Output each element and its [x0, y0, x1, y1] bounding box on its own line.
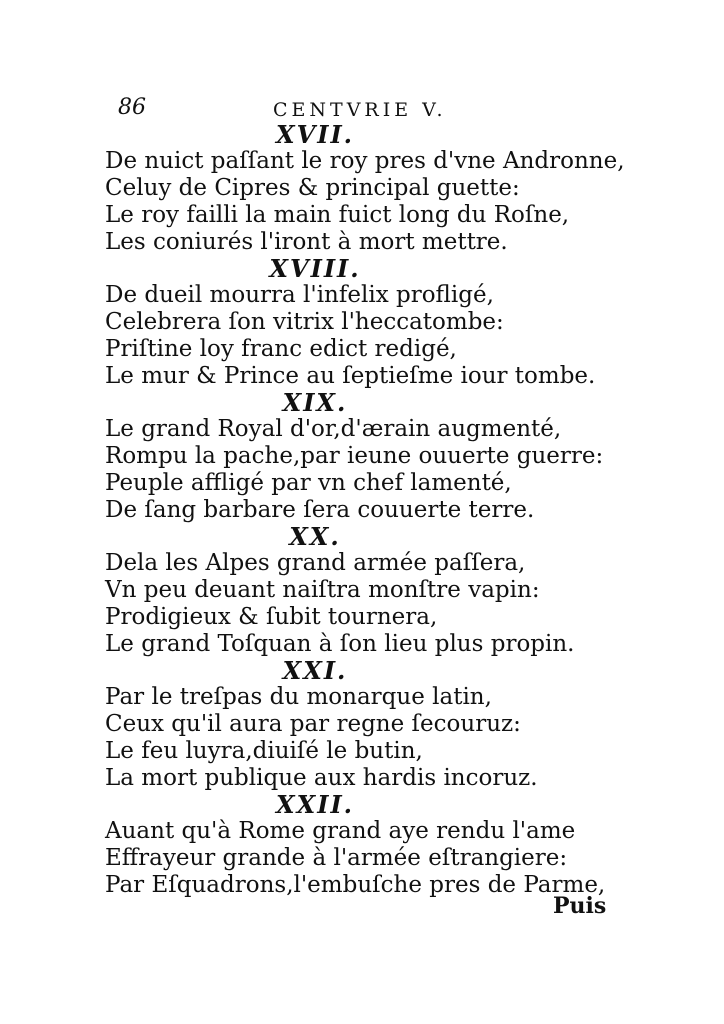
- verse-line: La mort publique aux hardis incoruz.: [105, 765, 538, 791]
- verse-line: Priſtine loy franc edict redigé,: [105, 336, 457, 362]
- quatrain-number: XVIII.: [269, 254, 361, 283]
- quatrain-text: [105, 122, 625, 899]
- verse-line: Celebrera ſon vitrix l'heccatombe:: [105, 309, 504, 335]
- verse-line: Rompu la pache,par ieune ouuerte guerre:: [105, 443, 604, 469]
- verse-line: Effrayeur grande à l'armée eſtrangiere:: [105, 845, 568, 871]
- page-number: 86: [118, 95, 146, 120]
- verse-line: De ſang barbare ſera couuerte terre.: [105, 497, 535, 523]
- verse-line: Le roy failli la main fuict long du Roſne,: [105, 202, 570, 228]
- verse-line: Dela les Alpes grand armée paſſera,: [105, 550, 526, 576]
- verse-line: De nuict paſſant le roy pres d'vne Andronne,: [105, 148, 625, 174]
- verse-line: Par le treſpas du monarque latin,: [105, 684, 492, 710]
- verse-line: Peuple affligé par vn chef lamenté,: [105, 470, 512, 496]
- verse-line: Ceux qu'il aura par regne ſecouruz:: [105, 711, 521, 737]
- verse-line: Celuy de Cipres & principal guette:: [105, 175, 520, 201]
- verse-line: Le grand Royal d'or,d'ærain augmenté,: [105, 416, 562, 442]
- running-title: CENTVRIE V.: [273, 99, 447, 121]
- verse-line: Le feu luyra,diuiſé le butin,: [105, 738, 423, 764]
- verse-line: Le grand Toſquan à ſon lieu plus propin.: [105, 631, 575, 657]
- quatrain-number: XXII.: [275, 790, 355, 819]
- verse-line: De dueil mourra l'infelix profligé,: [105, 282, 494, 308]
- quatrain-number: XXI.: [282, 656, 348, 685]
- verse-line: Prodigieux & ſubit tournera,: [105, 604, 438, 630]
- verse-line: Vn peu deuant naiſtra monſtre vapin:: [105, 577, 540, 603]
- verse-line: Le mur & Prince au ſeptieſme iour tombe.: [105, 363, 596, 389]
- verse-line: Les coniurés l'iront à mort mettre.: [105, 229, 508, 255]
- verse-line: Par Eſquadrons,l'embuſche pres de Parme,: [105, 872, 606, 898]
- catchword: Puis: [553, 893, 607, 919]
- quatrain-number: XVII.: [275, 120, 355, 149]
- verse-line: Auant qu'à Rome grand aye rendu l'ame: [105, 818, 576, 844]
- quatrain-number: XIX.: [282, 388, 348, 417]
- quatrain-number: XX.: [289, 522, 341, 551]
